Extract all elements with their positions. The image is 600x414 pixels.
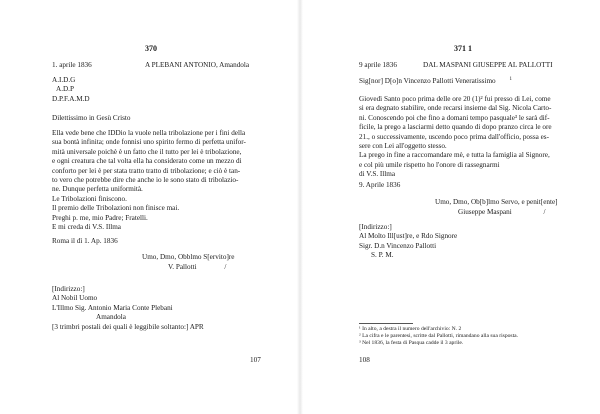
body-line: E mi creda di V.S. Illma: [52, 222, 122, 231]
letter-date: 9 aprile 1836: [359, 61, 397, 69]
footnote: ² La cifra e le parentesi, scritte dal Pallotti, rimandano alla sua risposta.: [359, 333, 519, 339]
signature-name: V. Pallotti: [168, 263, 197, 271]
closing: Umo, Dmo, Ob[b]lmo Servo, e penit[ente]: [435, 198, 558, 206]
signature-mark: /: [543, 208, 546, 216]
body-line: Il premio delle Tribolazioni non finisce mai.: [52, 204, 180, 213]
footnote: ³ Nel 1836, la festa di Pasqua cadde il 3 aprile.: [359, 340, 464, 346]
letter-heading: DAL MASPANI GIUSEPPE AL PALLOTTI: [423, 61, 553, 69]
monogram-line: A.D.P: [56, 85, 74, 94]
signature: [458, 208, 546, 217]
signature-name: Giuseppe Maspani: [458, 208, 512, 216]
footnote: ¹ In alto, a destra il numero dell'archivio: N. 2: [359, 326, 462, 332]
signature-mark: /: [224, 263, 227, 271]
body-line: Giovedì Santo poco prima delle ore 20 (1)² fui presso di Lei, come: [359, 95, 551, 103]
address-line: [Indirizzo:]: [52, 285, 85, 293]
folio-number: 108: [359, 356, 370, 364]
footnotes: [359, 326, 518, 347]
body-line: Ella vede bene che IDDio la vuole nella tribolazione per i fini della: [52, 129, 246, 137]
body-line: sua bontà infinita; onde fonnisi uno spirito fermo di perfetta unifor-: [52, 138, 246, 147]
body-line: sere con Lei all'oggetto stesso.: [359, 141, 447, 150]
address-block: [359, 223, 457, 261]
monogram-line: A.I.D.G: [52, 76, 76, 84]
closing: Umo, Dmo, Obblmo S[ervito]re: [142, 253, 235, 261]
footnote-rule: [359, 323, 413, 324]
right-page: [300, 0, 600, 414]
page-number: 370: [145, 44, 157, 53]
address-line: [3 trimbri postali dei quali è leggibile soltanto:] APR: [52, 322, 204, 331]
address-line: Sigr. D.n Vincenzo Pallotti: [359, 241, 437, 250]
folio-number: 107: [250, 356, 261, 364]
body-line: ni. Conoscendo poi che fino a domani tempo pasquale³ le sarà dif-: [359, 113, 550, 122]
body-line: conforto per lei è per stata tratto tratto di tribolazione; e ciò è tan-: [52, 166, 241, 175]
letter-heading: A PLEBANI ANTONIO, Amandola: [145, 61, 250, 69]
place-date: 9. Aprile 1836: [359, 181, 401, 189]
page-number: 371 1: [454, 44, 472, 53]
address-line: [Indirizzo:]: [359, 223, 392, 231]
address-line: Al Nobil Uomo: [52, 294, 98, 303]
address-line: S. P. M.: [371, 251, 394, 260]
letter-date: 1. aprile 1836: [52, 61, 92, 69]
greeting-note-ref: 1: [509, 76, 512, 82]
body-line: e col più umile rispetto ho l'onore di rassegnarmi: [359, 160, 500, 169]
body-line: e ogni creatura che tal volta ella ha considerato come un mezzo di: [52, 157, 242, 166]
monogram-line: D.P.F.A.M.D: [52, 94, 90, 103]
address-line: Amandola: [96, 313, 126, 322]
address-line: L'Illmo Sig. Antonio Maria Conte Plebani: [52, 303, 173, 312]
signature: [168, 263, 226, 272]
body-line: si era degnato stabilire, onde recarsi insieme dal Sig. Nicola Carto-: [359, 104, 552, 113]
monogram: [52, 76, 90, 104]
address-block: [52, 285, 204, 332]
salutation: Dilettissimo in Gesù Cristo: [52, 114, 131, 122]
body-line: di V.S. Illma: [359, 170, 396, 179]
body-line: ficile, la prego a lasciarmi detto quando di dopo pranzo circa le ore: [359, 123, 552, 132]
letter-body: [52, 129, 246, 232]
place-date: Roma il dì 1. Ap. 1836: [52, 237, 118, 245]
body-line: Le Tribolazioni finiscono.: [52, 194, 127, 203]
greeting-text: Sig[nor] D[o]n Vincenzo Pallotti Veneratissimo: [359, 77, 496, 85]
body-line: mità universale poichè è un fatto che il tutto per lei è tribolazione,: [52, 147, 242, 156]
body-line: 21., o successivamente, uscendo poco prima dall'officio, possa es-: [359, 132, 549, 141]
body-line: Preghi p. me, mio Padre; Fratelli.: [52, 213, 148, 222]
body-line: ne. Dunque perfetta uniformità.: [52, 185, 143, 194]
body-line: La prego in fine a raccomandare mè, e tutta la famiglia al Signore,: [359, 151, 550, 160]
letter-body: [359, 95, 552, 180]
greeting: [359, 77, 512, 86]
body-line: to vero che potrebbe dire che anche io le sono stato di tribolazio-: [52, 175, 239, 184]
address-line: Al Molto Ill[ust]re, e Rdo Signore: [359, 232, 458, 241]
